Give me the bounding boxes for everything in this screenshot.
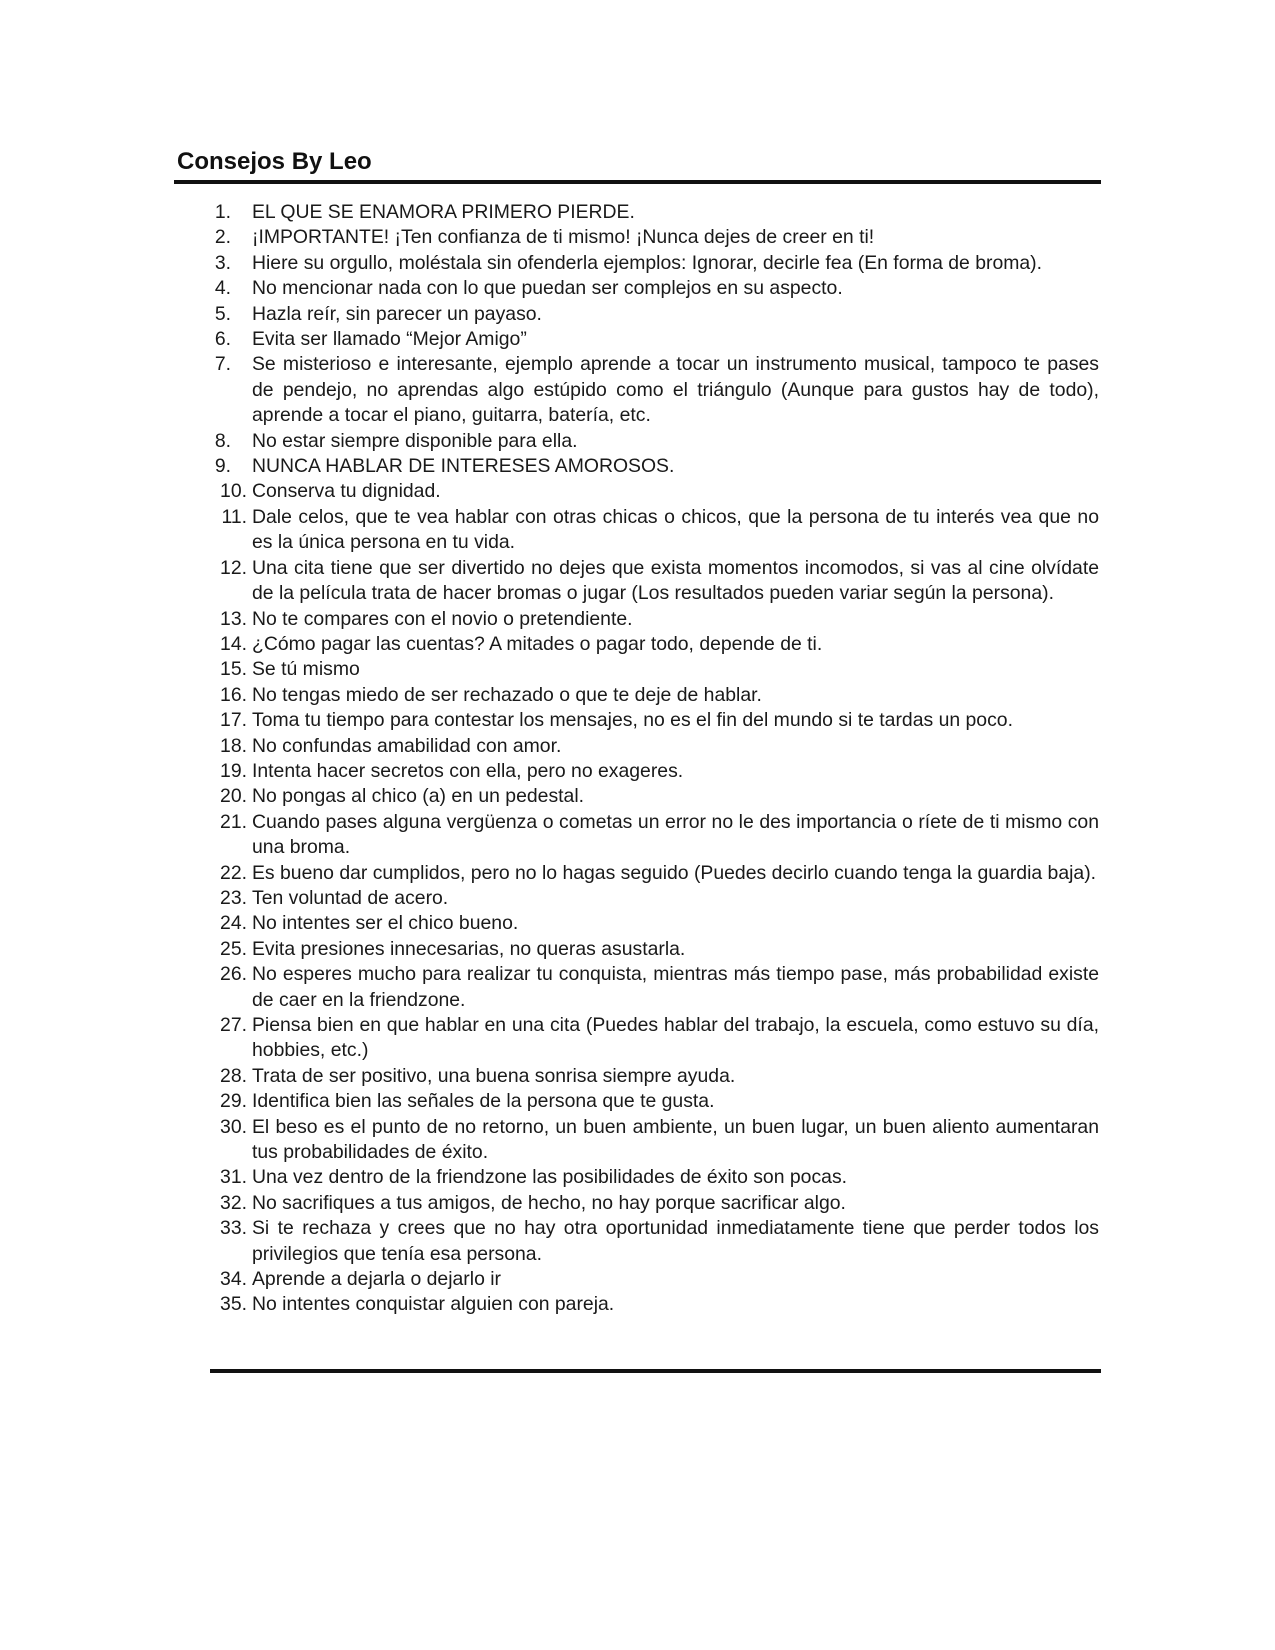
list-item-text: Se tú mismo	[252, 658, 360, 681]
list-item-number: 30.	[220, 1115, 247, 1138]
list-item-number: 32.	[220, 1191, 247, 1214]
list-item-text: NUNCA HABLAR DE INTERESES AMOROSOS.	[252, 455, 675, 478]
list-item	[207, 1216, 1099, 1267]
list-item-number: 33.	[220, 1217, 247, 1240]
list-item	[207, 1089, 1099, 1114]
list-item	[207, 784, 1099, 809]
list-item	[207, 657, 1099, 682]
list-item-text: ¿Cómo pagar las cuentas? A mitades o pagar todo, depende de ti.	[252, 632, 823, 655]
list-item	[207, 683, 1099, 708]
list-item-number: 12.	[220, 556, 247, 579]
list-item-number: 28.	[220, 1064, 247, 1087]
list-item	[207, 556, 1099, 607]
list-item-text: Si te rechaza y crees que no hay otra oportunidad inmediatamente tiene que perder todos los privilegios que tenía esa persona.	[252, 1217, 1099, 1265]
list-item-text: No estar siempre disponible para ella.	[252, 429, 578, 452]
list-item	[207, 200, 1099, 225]
list-item-text: No sacrifiques a tus amigos, de hecho, no hay porque sacrificar algo.	[252, 1191, 846, 1214]
list-item-number: 20.	[220, 785, 247, 808]
list-item-text: No tengas miedo de ser rechazado o que te deje de hablar.	[252, 683, 762, 706]
list-item-number: 15.	[220, 658, 247, 681]
bottom-divider	[210, 1369, 1101, 1373]
list-item	[207, 937, 1099, 962]
list-item-text: Identifica bien las señales de la persona que te gusta.	[252, 1090, 715, 1113]
list-item	[207, 708, 1099, 733]
list-item-text: Evita ser llamado “Mejor Amigo”	[252, 328, 527, 351]
list-item	[207, 1191, 1099, 1216]
list-item	[207, 479, 1099, 504]
list-item	[207, 886, 1099, 911]
list-item-number: 23.	[220, 886, 247, 909]
list-item	[207, 225, 1099, 250]
list-item	[207, 1267, 1099, 1292]
list-item-number: 16.	[220, 683, 247, 706]
list-item-number: 6.	[214, 328, 231, 351]
list-item	[207, 632, 1099, 657]
list-item	[207, 1292, 1099, 1317]
list-item	[207, 1165, 1099, 1190]
list-item-number: 29.	[220, 1090, 247, 1113]
list-item-number: 4.	[214, 277, 231, 300]
list-item	[207, 962, 1099, 1013]
list-item-number: 34.	[220, 1268, 247, 1291]
list-item-number: 1.	[214, 201, 231, 223]
list-item-number: 13.	[220, 607, 247, 630]
list-item	[207, 276, 1099, 301]
list-item-text: Intenta hacer secretos con ella, pero no exageres.	[252, 759, 684, 782]
list-item	[207, 1013, 1099, 1064]
list-item-text: No intentes ser el chico bueno.	[252, 912, 519, 935]
list-item	[207, 454, 1099, 479]
list-item-number: 8.	[214, 429, 231, 452]
list-item-text: Hazla reír, sin parecer un payaso.	[252, 302, 542, 325]
list-item	[207, 911, 1099, 936]
list-item-number: 3.	[214, 251, 231, 274]
list-item	[207, 251, 1099, 276]
list-item-number: 22.	[220, 861, 247, 884]
list-item-number: 35.	[220, 1293, 247, 1316]
list-item	[207, 352, 1099, 428]
list-item-text: Cuando pases alguna vergüenza o cometas un error no le des importancia o ríete de ti mismo con una broma.	[252, 810, 1099, 859]
list-item	[207, 607, 1099, 632]
list-item-number: 27.	[220, 1014, 247, 1036]
list-item-text: Dale celos, que te vea hablar con otras chicas o chicos, que la persona de tu interés vea que no es la única persona en tu vida.	[252, 505, 1099, 554]
list-item-text: No te compares con el novio o pretendiente.	[252, 607, 633, 630]
list-item	[207, 1115, 1099, 1166]
list-item-text: Una vez dentro de la friendzone las posibilidades de éxito son pocas.	[252, 1166, 848, 1189]
list-item-text: EL QUE SE ENAMORA PRIMERO PIERDE.	[252, 201, 635, 223]
list-item-number: 7.	[214, 353, 231, 376]
list-item-text: No confundas amabilidad con amor.	[252, 734, 562, 757]
list-item	[207, 505, 1099, 556]
tips-list	[207, 200, 1099, 1318]
list-item-text: No esperes mucho para realizar tu conquista, mientras más tiempo pase, más probabilidad existe de caer en la friendzone.	[252, 963, 1099, 1011]
list-item-number: 31.	[220, 1166, 247, 1189]
list-item-text: Piensa bien en que hablar en una cita (Puedes hablar del trabajo, la escuela, como estuvo su día, hobbies, etc.)	[252, 1014, 1099, 1062]
list-item	[207, 861, 1099, 886]
list-item	[207, 810, 1099, 861]
list-item-text: Trata de ser positivo, una buena sonrisa siempre ayuda.	[252, 1064, 736, 1087]
list-item-number: 9.	[214, 455, 231, 478]
list-item	[207, 1064, 1099, 1089]
list-item-text: Ten voluntad de acero.	[252, 886, 449, 909]
list-item	[207, 327, 1099, 352]
list-item-number: 10.	[220, 480, 247, 503]
list-item-text: Una cita tiene que ser divertido no dejes que exista momentos incomodos, si vas al cine olvídate de la película trata de hacer bromas o jugar (Los resultados pueden variar según la persona).	[252, 556, 1099, 605]
list-item	[207, 759, 1099, 784]
list-item-text: El beso es el punto de no retorno, un buen ambiente, un buen lugar, un buen aliento aumentaran tus probabilidades de éxito.	[252, 1115, 1099, 1164]
list-item-text: No intentes conquistar alguien con pareja.	[252, 1293, 615, 1316]
list-item-number: 25.	[220, 937, 247, 960]
list-item-text: Conserva tu dignidad.	[252, 480, 441, 503]
list-item-number: 18.	[220, 734, 247, 757]
list-item	[207, 302, 1099, 327]
list-item-text: No pongas al chico (a) en un pedestal.	[252, 785, 585, 808]
list-item-text: Hiere su orgullo, moléstala sin ofenderla ejemplos: Ignorar, decirle fea (En forma de broma).	[252, 251, 1043, 274]
list-item-number: 11.	[221, 505, 247, 528]
list-item	[207, 429, 1099, 454]
list-item-text: No mencionar nada con lo que puedan ser complejos en su aspecto.	[252, 277, 843, 300]
list-item-number: 14.	[220, 632, 247, 655]
list-item-text: Evita presiones innecesarias, no queras asustarla.	[252, 937, 686, 960]
list-item-text: Toma tu tiempo para contestar los mensajes, no es el fin del mundo si te tardas un poco.	[252, 709, 1013, 732]
list-item-number: 21.	[220, 810, 247, 833]
list-item-text: Es bueno dar cumplidos, pero no lo hagas seguido (Puedes decirlo cuando tenga la guardia baja).	[252, 861, 1097, 884]
list-item-number: 19.	[220, 759, 247, 782]
title-divider	[174, 180, 1101, 184]
list-item-number: 17.	[220, 709, 247, 732]
list-item-text: Aprende a dejarla o dejarlo ir	[252, 1268, 502, 1291]
list-item-number: 5.	[214, 302, 231, 325]
list-item	[207, 734, 1099, 759]
list-item-text: ¡IMPORTANTE! ¡Ten confianza de ti mismo! ¡Nunca dejes de creer en ti!	[252, 226, 875, 249]
list-item-number: 26.	[220, 963, 247, 986]
list-item-text: Se misterioso e interesante, ejemplo aprende a tocar un instrumento musical, tampoco te pases de pendejo, no aprendas algo estúpido como el triángulo (Aunque para gustos hay de todo), aprende a tocar el piano, guitarra, batería, etc.	[252, 353, 1099, 427]
list-item-number: 24.	[220, 912, 247, 935]
list-item-number: 2.	[214, 226, 231, 249]
page-title: Consejos By Leo	[177, 148, 372, 175]
